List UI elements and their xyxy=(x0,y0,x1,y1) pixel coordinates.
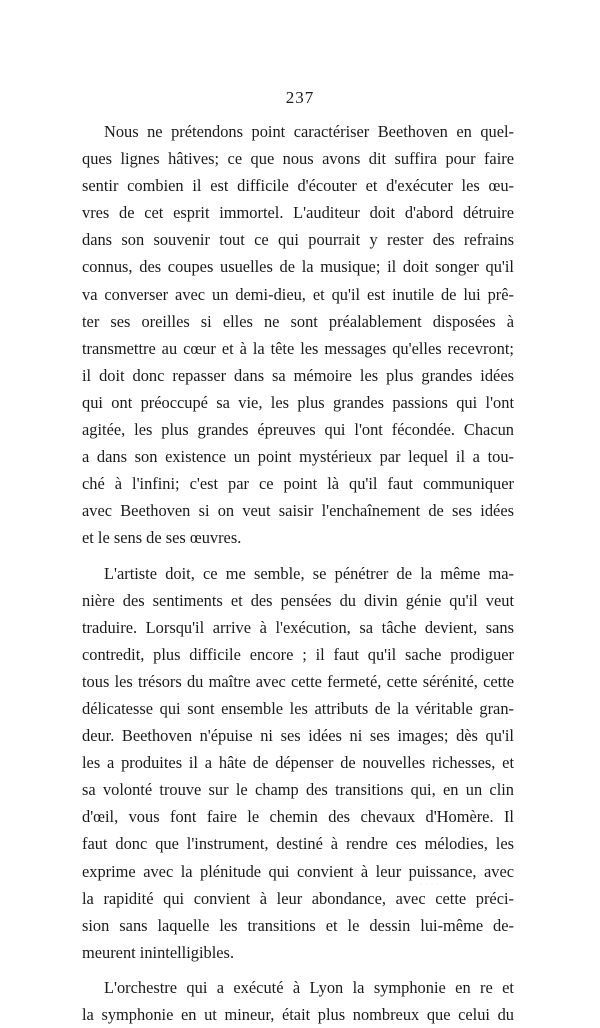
text-line: nière des sentiments et des pensées du divin génie qu'il veut xyxy=(82,590,514,610)
text-line: va converser avec un demi-dieu, et qu'il est inutile de lui prê- xyxy=(82,284,514,304)
paragraph-gap xyxy=(82,966,514,974)
text-line: tous les trésors du maître avec cette fermeté, cette sérénité, cette xyxy=(82,671,514,691)
text-line: a dans son existence un point mystérieux par lequel il a tou- xyxy=(82,447,514,467)
text-line: ques lignes hâtives; ce que nous avons dit suffira pour faire xyxy=(82,149,514,169)
text-line: et le sens de ses œuvres. xyxy=(82,528,242,548)
text-line: vres de cet esprit immortel. L'auditeur doit d'abord détruire xyxy=(82,203,514,223)
text-line: Nous ne prétendons point caractériser Beethoven en quel- xyxy=(104,122,514,141)
text-line: qui ont préoccupé sa vie, les plus grandes passions qui l'ont xyxy=(82,392,514,412)
text-line: sentir combien il est difficile d'écouter et d'exécuter les œu- xyxy=(82,176,514,196)
paragraph xyxy=(82,118,514,552)
text-line: avec Beethoven si on veut saisir l'enchaînement de ses idées xyxy=(82,501,514,521)
text-line: contredit, plus difficile encore ; il faut qu'il sache prodiguer xyxy=(82,644,514,664)
text-line: transmettre au cœur et à la tête les messages qu'elles recevront; xyxy=(82,338,514,358)
text-line: faut donc que l'instrument, destiné à rendre ces mélodies, les xyxy=(82,834,514,854)
text-line: connus, des coupes usuelles de la musique; il doit songer qu'il xyxy=(82,257,514,277)
text-line: il doit donc repasser dans sa mémoire les plus grandes idées xyxy=(82,365,514,385)
paragraph xyxy=(82,560,514,966)
text-line: L'orchestre qui a exécuté à Lyon la symphonie en re et xyxy=(104,977,514,997)
body-text xyxy=(82,118,514,1028)
text-line: ché à l'infini; c'est par ce point là qu'il faut communiquer xyxy=(82,474,514,494)
text-line: la symphonie en ut mineur, était plus nombreux que celui du xyxy=(82,1005,514,1024)
text-line: sion sans laquelle les transitions et le dessin lui-même de- xyxy=(82,915,514,935)
text-line: sa volonté trouve sur le champ des transitions qui, en un clin xyxy=(82,780,514,800)
text-line: les a produites il a hâte de dépenser de nouvelles richesses, et xyxy=(82,753,514,773)
text-line: délicatesse qui sont ensemble les attributs de la véritable gran- xyxy=(82,698,514,718)
page-number: 237 xyxy=(285,88,315,107)
text-line: dans son souvenir tout ce qui pourrait y rester des refrains xyxy=(82,230,514,250)
text-line: L'artiste doit, ce me semble, se pénétrer de la même ma- xyxy=(104,563,514,583)
text-line: la rapidité qui convient à leur abondance, avec cette préci- xyxy=(82,888,514,908)
text-line: meurent inintelligibles. xyxy=(82,942,235,962)
scan-speck-mark: · · · · xyxy=(420,882,440,888)
text-line: traduire. Lorsqu'il arrive à l'exécution, sa tâche devient, sans xyxy=(82,617,514,637)
paragraph xyxy=(82,974,514,1028)
text-line: d'œil, vous font faire le chemin des chevaux d'Homère. Il xyxy=(82,807,514,827)
text-line: deur. Beethoven n'épuise ni ses idées ni ses images; dès qu'il xyxy=(82,726,514,746)
text-line: agitée, les plus grandes épreuves qui l'ont fécondée. Chacun xyxy=(82,420,514,440)
paragraph-gap xyxy=(82,552,514,560)
text-line: ter ses oreilles si elles ne sont préalablement disposées à xyxy=(82,311,514,331)
text-line: exprime avec la plénitude qui convient à leur puissance, avec xyxy=(82,861,514,881)
